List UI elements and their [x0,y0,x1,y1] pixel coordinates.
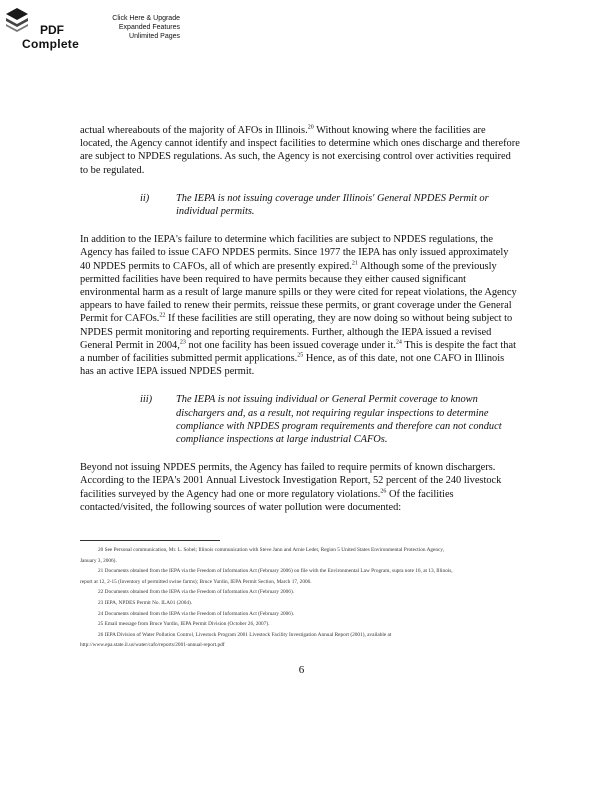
footnote-26-url[interactable]: http://www.epa.state.il.us/water/cafo/reports/2001-annual-report.pdf [80,642,225,649]
page-number: 6 [298,664,305,676]
footnote-21-cont: report at 12, 2-15 (Inventory of permitted swine farms); Bruce Yurdin, IEPA Permit Section, March 17, 2006. [80,578,312,585]
document-body [80,124,520,514]
footnote-22: 22 Documents obtained from the IEPA via the Freedom of Information Act (February 2006). [98,589,295,596]
footnote-23: 23 IEPA, NPDES Permit No. ILA01 (2004). [98,599,193,606]
paragraph-3: Beyond not issuing NPDES permits, the Agency has failed to require permits of known dischargers. According to the IEPA's 2001 Annual Livestock Investigation Report, 52 percent of the 240 livestock facilities surveyed by the Agency had one or more regulatory violations.$^{26}$ Of the facilities contacted/visited, the following sources of water pollution were documented: [80,462,502,513]
footnote-ref-20[interactable]: 20 [307,124,314,131]
footnote-ref-26[interactable]: 26 [380,488,387,495]
paragraph-1: actual whereabouts of the majority of AFOs in Illinois.$^{20}$ Without knowing where the facilities are located, the Agency cannot identify and inspect facilities to determine which ones discharge and therefore are subject to NPDES regulations. As such, the Agency is not exercising control over activities required to be regulated. [80,124,520,176]
footnotes [80,540,520,653]
upgrade-link-expanded[interactable]: Expanded Features [118,24,180,31]
pdf-label: PDF [40,23,64,37]
footnote-ref-25[interactable]: 25 [297,352,304,359]
heading-text: The IEPA is not issuing coverage under Illinois' General NPDES Permit or individual permits. [176,192,489,218]
upgrade-link-unlimited[interactable]: Unlimited Pages [129,33,180,40]
footnote-ref-23[interactable]: 23 [179,339,186,346]
footnote-ref-21[interactable]: 21 [351,260,358,267]
paragraph-2: In addition to the IEPA's failure to determine which facilities are subject to NPDES regulations, the Agency has failed to issue CAFO NPDES permits. Since 1977 the IEPA has only issued approximately 40 NPDES permits to CAFOs, all of which are presently expired.$^{21}$ Although some of the previously permitted facilities have been required to have permits because they either caused significant environmental harm as a result of large manure spills or they were cited for repeat violations, the Agency appears to have failed to renew their permits, reissue these permits, or grant coverage under the General Permit for CAFOs.$^{22}$ If these facilities are still operating, they are now doing so without being subject to NPDES permit monitoring and reporting requirements. Further, although the IEPA issued a revised General Permit in 2004,23 not one facility has been issued coverage under it.$^{24}$ This is despite the fact that a number of facilities submitted permit applications.$^{25}$ Hence, as of this date, not one CAFO in Illinois has an active IEPA issued NPDES permit. [80,234,517,378]
footnote-20: 20 See Personal communication, Mr. L. Sobel; Illinois communication with Steve Jann and Arnie Leder, Region 5 United States Environmental Protection Agency, [98,547,445,553]
footnote-21: 21 Documents obtained from the IEPA via the Freedom of Information Act (February 2006) on file with the Environmental Law Program, supra note 16, at 13, Illinois, [98,568,453,575]
heading-number: iii) [140,394,153,406]
upgrade-link-click-here[interactable]: Click Here & Upgrade [112,15,180,22]
footnote-26: 26 IEPA Division of Water Pollution Control, Livestock Program 2001 Livestock Facility Investigation Annual Report (2001), available at [98,631,392,638]
complete-label: Complete [22,37,80,51]
pdf-upgrade-badge[interactable] [0,0,190,52]
pdf-complete-logo-icon [4,6,30,32]
section-heading-iii [140,393,520,446]
footnote-ref-22[interactable]: 22 [159,312,166,319]
footnote-20-cont: January 3, 2006). [80,557,117,564]
heading-number: ii) [140,192,150,204]
footnote-24: 24 Documents obtained from the IEPA via the Freedom of Information Act (February 2006). [98,610,295,617]
footnote-divider [80,540,220,541]
footnote-25: 25 Email message from Bruce Yurdin, IEPA Permit Division (October 26, 2007). [98,621,270,628]
footnote-ref-24[interactable]: 24 [395,339,402,346]
upgrade-links[interactable] [112,14,180,41]
section-heading-ii [140,192,520,218]
heading-text: The IEPA is not issuing individual or General Permit coverage to known dischargers and, as a result, not requiring regular inspections to determine compliance with NPDES program requirements and therefore can not conduct compliance inspections at large industrial CAFOs. [176,394,502,446]
